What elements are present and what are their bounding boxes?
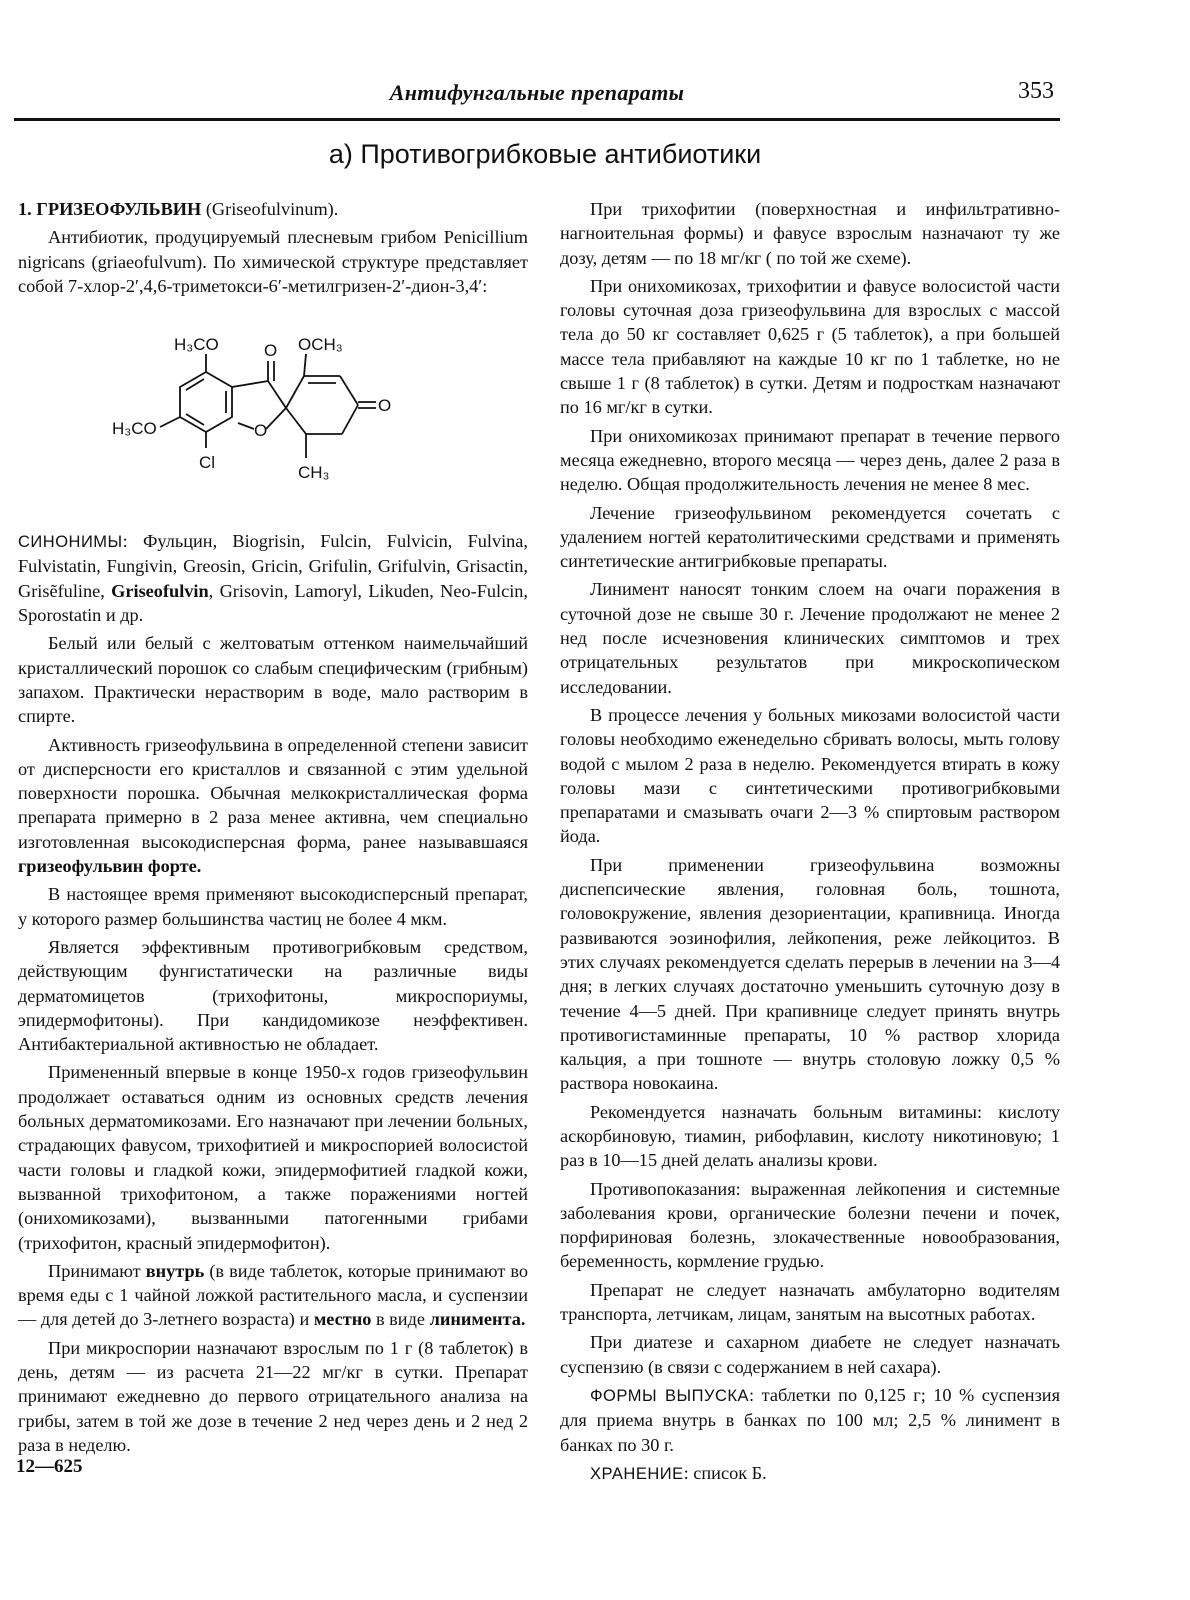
drug-heading-paragraph (18, 197, 528, 221)
onychomycosis-dose-paragraph: При онихомикозах, трихофитии и фавусе волосистой части головы суточная доза гризеофульвина для взрослых с массой тела до 50 кг составляет 0,625 г (5 таблеток), а при большей массе тела прибавляют на каждые 10 кг по 1 таблетке, но не свыше 1 г (8 таблеток) в сутки. Детям и подросткам назначают по 16 мг/кг в сутки. (560, 275, 1060, 418)
ketone-oxygen-label: O (264, 341, 278, 361)
activity-paragraph (18, 733, 528, 879)
right-column (560, 197, 1060, 1490)
contraindications-label: Противопоказания (590, 1178, 736, 1199)
page-number: 353 (1018, 78, 1054, 104)
admin-text-1: Принимают (48, 1260, 146, 1281)
admin-bold-3: линимента. (429, 1309, 526, 1330)
combination-paragraph: Лечение гризеофульвином рекомендуется сочетать с удалением ногтей кератолитическими средствами и применять синтетические антигрибковые препараты. (560, 502, 1060, 572)
printer-signature: 12—625 (16, 1456, 83, 1477)
synonyms-list-b: , Grisovin, Lamoryl, Likuden, Neo-Fulcin, Sporostatin и др. (18, 580, 528, 626)
intro-paragraph: Антибиотик, продуцируемый плесневым грибом Penicillium nigricans (griaeofulvum). По химической структуре представляет собой 7-хлор-2′,4,6-триметокси-6′-метилгризен-2′-дион-3,4′: (18, 227, 528, 296)
storage-text: : список Б. (683, 1462, 767, 1483)
synonyms-paragraph (18, 529, 528, 627)
och3-label: OCH₃ (298, 335, 343, 355)
griseofulvin-structure-diagram (108, 330, 408, 515)
side-effects-paragraph: При применении гризеофульвина возможны диспепсические явления, головная боль, тошнота, головокружение, явления дезориентации, крапивница. Иногда развиваются эозинофилия, лейкопения, реже лейкоцитоз. В этих случаях рекомендуется сделать перерыв в лечении на 3—4 дня; в легких случаях достаточно уменьшить суточную дозу в течение 4—5 дней. При крапивнице следует принять внутрь противогистаминные препараты, 10 % раствор хлорида кальция, а при тошноте — внутрь столовую ложку 0,5 % раствора новокаина. (560, 854, 1060, 1094)
storage-label: ХРАНЕНИЕ (590, 1464, 684, 1483)
diabetes-paragraph: При диатезе и сахарном диабете не следует назначать суспензию (в связи с содержанием в ней сахара). (560, 1332, 1060, 1377)
synonyms-bold: Griseofulvin (111, 580, 209, 601)
release-forms-paragraph (560, 1383, 1060, 1457)
running-title: Антифунгальные препараты (389, 80, 685, 105)
left-column (18, 197, 528, 1461)
h3co-top-label: H₃CO (174, 335, 219, 355)
structure-bonds (160, 354, 376, 458)
chlorine-label: Cl (199, 453, 216, 473)
admin-text-2: (в виде таблеток, которые принимают во время еды с 1 чайной ложкой растительного масла, и суспензии — для детей до 3-летнего возраста) и (18, 1260, 528, 1330)
effectiveness-paragraph: Является эффективным противогрибковым средством, действующим фунгистатически на различные виды дерматомицетов (трихофитоны, микроспориумы, эпидермофитоны). При кандидомикозе неэффективен. Антибактериальной активностью не обладает. (18, 936, 528, 1055)
description-paragraph: Белый или белый с желтоватым оттенком наимельчайший кристаллический порошок со слабым специфическим (грибным) запахом. Практически нерастворим в воде, мало растворим в спирте. (18, 633, 528, 727)
onychomycosis-schedule-paragraph: При онихомикозах принимают препарат в течение первого месяца ежедневно, второго месяца — через день, далее 2 раза в неделю. Общая продолжительность лечения не менее 8 мес. (560, 425, 1060, 495)
administration-paragraph (18, 1259, 528, 1332)
treatment-process-paragraph: В процессе лечения у больных микозами волосистой части головы необходимо еженедельно сбривать волосы, мыть голову водой с мылом 2 раза в неделю. Рекомендуется втирать в кожу головы мази с синтетическими противогрибковыми препаратами и смазывать очаги 2—3 % спиртовым раствором йода. (560, 704, 1060, 847)
release-forms-label: ФОРМЫ ВЫПУСКА (590, 1386, 750, 1405)
storage-paragraph (560, 1461, 1060, 1486)
activity-bold: гризеофульвин форте. (18, 856, 202, 877)
release-forms-text: : таблетки по 0,125 г; 10 % суспензия для приема внутрь в банках по 100 мл; 2,5 % линимент в банках по 30 г. (560, 1384, 1060, 1455)
running-header (14, 70, 1060, 121)
synonyms-label: СИНОНИМЫ (18, 533, 123, 552)
ring-ketone-oxygen-label: O (378, 396, 392, 416)
current-use-paragraph: В настоящее время применяют высокодисперсный препарат, у которого размер большинства частиц не более 4 мкм. (18, 884, 528, 929)
ch3-label: CH₃ (298, 463, 330, 483)
admin-bold-1: внутрь (145, 1260, 205, 1281)
admin-text-3: в виде (371, 1309, 430, 1330)
h3co-left-label: H₃CO (112, 419, 157, 439)
history-paragraph: Примененный впервые в конце 1950-х годов гризеофульвин продолжает оставаться одним из основных средств лечения больных дерматомикозами. Его назначают при лечении больных, страдающих фавусом, трихофитией и микроспорией волосистой части головы и гладкой кожи, эпидермофитией гладкой кожи, вызванной трихофитоном, а также поражениями ногтей (онихомикозами), вызванными патогенными грибами (трихофитон, красный эпидермофитон). (18, 1062, 528, 1253)
liniment-paragraph: Линимент наносят тонким слоем на очаги поражения в суточной дозе не свыше 30 г. Лечение продолжают не менее 2 нед после исчезновения клинических симптомов и трех отрицательных результатов при микроскопическом исследовании. (560, 579, 1060, 697)
admin-bold-2: местно (313, 1309, 372, 1330)
vitamins-paragraph: Рекомендуется назначать больным витамины: кислоту аскорбиновую, тиамин, рибофлавин, кислоту никотиновую; 1 раз в 10—15 дней делать анализы крови. (560, 1101, 1060, 1171)
drug-latin-name: (Griseofulvinum). (201, 199, 339, 219)
furan-oxygen-label: O (254, 421, 268, 441)
contraindications-paragraph (560, 1177, 1060, 1274)
activity-text: Активность гризеофульвина в определенной степени зависит от дисперсности его кристаллов и связанной с этим удельной поверхности порошка. Обычная мелкокристаллическая форма препарата примерно в 2 раза менее активна, чем специально изготовленная высокодисперсная форма, ранее называвшаяся (18, 734, 528, 852)
drug-heading: 1. ГРИЗЕОФУЛЬВИН (18, 199, 202, 219)
microsporia-paragraph: При микроспории назначают взрослым по 1 г (8 таблеток) в день, детям — из расчета 21—22 мг/кг в сутки. Препарат принимают ежедневно до первого отрицательного анализа на грибы, затем в той же дозе в течение 2 нед через день и 2 нед 2 раза в неделю. (18, 1337, 528, 1455)
trichophytia-paragraph: При трихофитии (поверхностная и инфильтративно-нагноительная формы) и фавусе взрослым назначают ту же дозу, детям — по 18 мг/кг ( по той же схеме). (560, 199, 1060, 268)
section-title: а) Противогрибковые антибиотики (328, 139, 762, 169)
drivers-paragraph: Препарат не следует назначать амбулаторно водителям транспорта, летчикам, лицам, занятым на высотных работах. (560, 1279, 1060, 1325)
synonyms-list-a: : Фульцин, Biogrisin, Fulcin, Fulvicin, Fulvina, Fulvistatin, Fungivin, Greosin, Gricin, Grifulin, Grifulvin, Grisactin, Grisẽfuline, (18, 531, 528, 601)
contraindications-text: : выраженная лейкопения и системные заболевания крови, органические болезни печени и почек, порфириновая болезнь, злокачественные новообразования, беременность, кормление грудью. (560, 1178, 1060, 1272)
